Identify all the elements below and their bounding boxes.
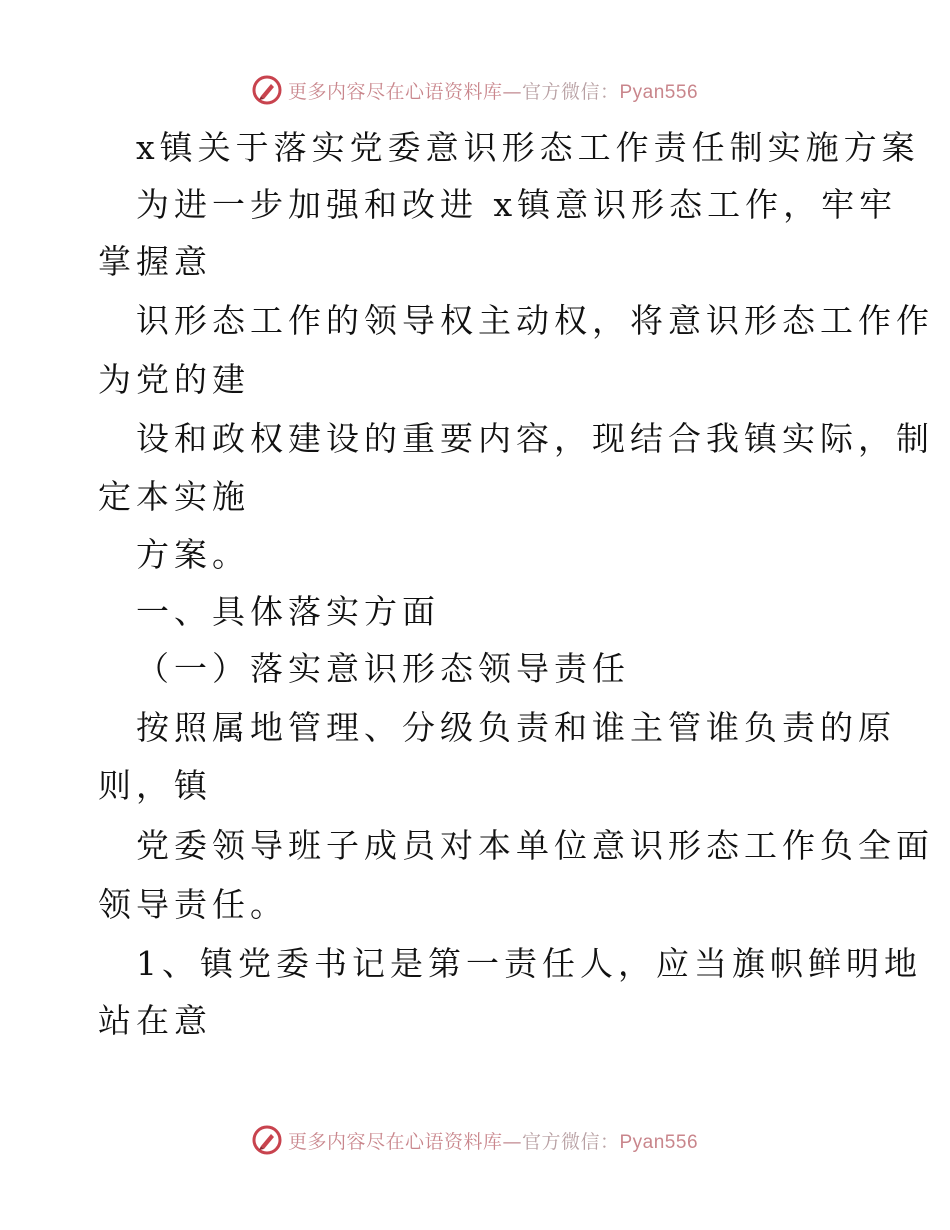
watermark-dash: —: [502, 80, 522, 103]
watermark-dash: —: [502, 1130, 522, 1153]
paragraph-line: 方案。: [136, 535, 250, 574]
paragraph-line: 识形态工作的领导权主动权，将意识形态工作作: [136, 301, 934, 340]
watermark-banner-top: [0, 70, 950, 110]
pen-logo-icon: [252, 75, 282, 105]
paragraph-line: 党委领导班子成员对本单位意识形态工作负全面: [136, 826, 934, 865]
paragraph-line: 1、镇党委书记是第一责任人，应当旗帜鲜明地: [136, 944, 922, 983]
paragraph-line: 为党的建: [98, 360, 250, 399]
paragraph-line: 则，镇: [98, 766, 212, 805]
paragraph-line: 按照属地管理、分级负责和谁主管谁负责的原: [136, 708, 896, 747]
paragraph-line: 为进一步加强和改进 x镇意识形态工作，牢牢: [136, 185, 898, 224]
watermark-wechat: Pyan556: [619, 1131, 699, 1153]
paragraph-line: 掌握意: [98, 242, 212, 281]
section-heading: 一、具体落实方面: [136, 592, 440, 631]
paragraph-line: 站在意: [98, 1001, 212, 1040]
watermark-label: 官方微信：: [521, 80, 620, 103]
pen-logo-icon: [252, 1125, 282, 1155]
watermark-site: 更多内容尽在心语资料库: [287, 80, 503, 103]
paragraph-line: 领导责任。: [98, 885, 288, 924]
watermark-banner-bottom: [0, 1120, 950, 1160]
subsection-heading: （一）落实意识形态领导责任: [136, 649, 630, 688]
watermark-wechat: Pyan556: [619, 81, 699, 103]
paragraph-line: 设和政权建设的重要内容，现结合我镇实际，制: [136, 419, 934, 458]
watermark-text: [288, 1127, 698, 1154]
watermark-label: 官方微信：: [521, 1130, 620, 1153]
watermark-text: [288, 77, 698, 104]
watermark-site: 更多内容尽在心语资料库: [287, 1130, 503, 1153]
paragraph-line: 定本实施: [98, 477, 250, 516]
document-title: x镇关于落实党委意识形态工作责任制实施方案: [136, 128, 920, 167]
